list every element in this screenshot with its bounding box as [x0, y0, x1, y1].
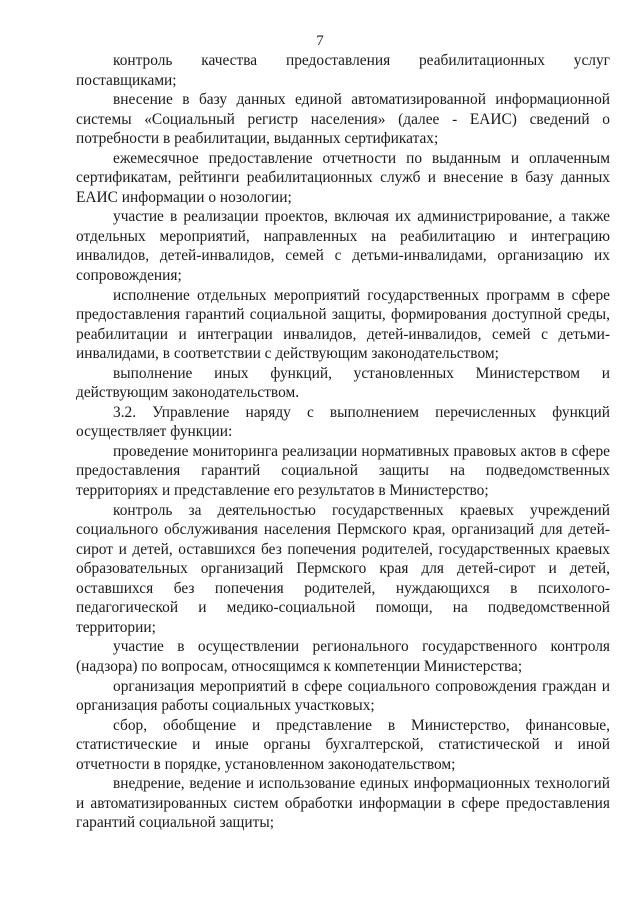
paragraph: ежемесячное предоставление отчетности по выданным и оплаченным сертификатам, рейтинги реабилитационных служб и внесение в базу данных ЕАИС информации о нозологии;	[76, 149, 610, 206]
paragraph: контроль за деятельностью государственных краевых учреждений социального обслуживания населения Пермского края, организаций для детей-сирот и детей, оставшихся без попечения родителей, государственных краевых образовательных организаций Пермского края для детей-сирот и детей, оставшихся без попечения родителей, нуждающихся в психолого-педагогической и медико-социальной помощи, на подведомственной территории;	[76, 501, 610, 636]
paragraph: внедрение, ведение и использование единых информационных технологий и автоматизированных систем обработки информации в сфере предоставления гарантий социальной защиты;	[76, 775, 610, 832]
paragraph: участие в реализации проектов, включая их администрирование, а также отдельных мероприятий, направленных на реабилитацию и интеграцию инвалидов, детей-инвалидов, семей с детьми-инвалидами, организацию их сопровождения;	[76, 208, 610, 285]
paragraph: внесение в базу данных единой автоматизированной информационной системы «Социальный регистр населения» (далее - ЕАИС) сведений о потребности в реабилитации, выданных сертификатах;	[76, 91, 610, 148]
paragraph: проведение мониторинга реализации нормативных правовых актов в сфере предоставления гарантий социальной защиты на подведомственных территориях и представление его результатов в Министерство;	[76, 442, 610, 500]
paragraph: выполнение иных функций, установленных Министерством и действующим законодательством.	[76, 364, 610, 402]
document-body	[76, 51, 610, 833]
paragraph: участие в осуществлении регионального государственного контроля (надзора) по вопросам, относящимся к компетенции Министерства;	[76, 638, 610, 675]
paragraph: контроль качества предоставления реабилитационных услуг поставщиками;	[76, 52, 610, 89]
paragraph: организация мероприятий в сфере социального сопровождения граждан и организация работы социальных участковых;	[76, 677, 610, 715]
paragraph: исполнение отдельных мероприятий государственных программ в сфере предоставления гарантий социальной защиты, формирования доступной среды, реабилитации и интеграции инвалидов, детей-инвалидов, семей с детьми-инвалидами, в соответствии с действующим законодательством;	[76, 286, 610, 363]
paragraph: сбор, обобщение и представление в Министерство, финансовые, статистические и иные органы бухгалтерской, статистической и иной отчетности в порядке, установленном законодательством;	[76, 716, 610, 773]
section-heading-paragraph: 3.2. Управление наряду с выполнением перечисленных функций осуществляет функции:	[76, 403, 610, 441]
page-number: 7	[316, 33, 324, 49]
